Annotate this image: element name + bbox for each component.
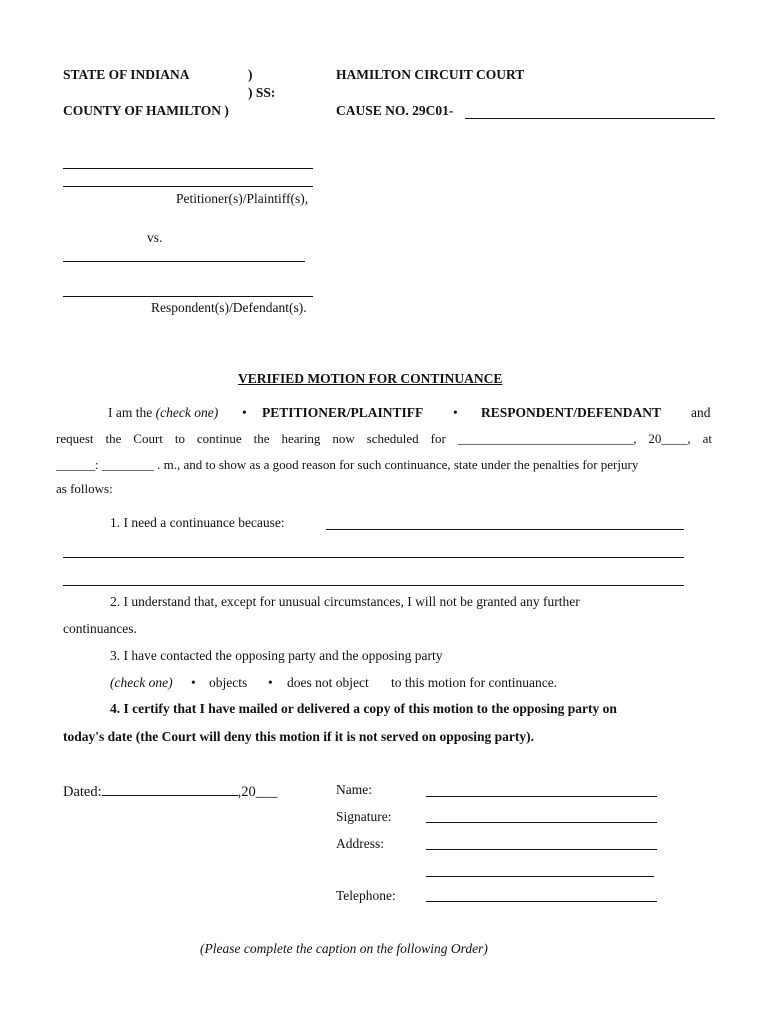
respondent-name-line-1[interactable] [63,261,305,262]
item-4-text: 4. I certify that I have mailed or delivered a copy of this motion to the opposing party on [110,701,617,716]
objects-bullet[interactable]: • [191,675,196,690]
reason-line-1[interactable] [326,529,684,530]
respondent-option-bullet[interactable]: • [453,405,458,420]
respondent-label: Respondent(s)/Defendant(s). [151,300,307,315]
name-field[interactable] [426,796,657,797]
caption-paren: ) [248,67,253,82]
address-label: Address: [336,836,384,851]
and-text: and [691,405,711,420]
intro-line-4: as follows: [56,481,113,496]
item-2-text: 2. I understand that, except for unusual circumstances, I will not be granted any further [110,594,580,609]
item-1-text: 1. I need a continuance because: [110,515,285,530]
telephone-label: Telephone: [336,888,396,903]
cause-number-label: CAUSE NO. 29C01- [336,103,454,118]
county-label: COUNTY OF HAMILTON ) [63,103,229,118]
reason-line-3[interactable] [63,585,684,586]
address-field-2[interactable] [426,876,654,877]
footer-note: (Please complete the caption on the following Order) [200,941,488,956]
petitioner-label: Petitioner(s)/Plaintiff(s), [176,191,309,206]
intro-line-2: request the Court to continue the hearing now scheduled for ___________________________, 20____, at [56,431,712,446]
respondent-name-line-2[interactable] [63,296,313,297]
item-4-continuation: today's date (the Court will deny this motion if it is not served on opposing party). [63,729,535,744]
petitioner-option[interactable]: PETITIONER/PLAINTIFF [262,405,424,420]
signature-label: Signature: [336,809,392,824]
name-label: Name: [336,782,372,797]
court-name: HAMILTON CIRCUIT COURT [336,67,525,82]
petitioner-name-line-2[interactable] [63,186,313,187]
intro-line-1 [108,405,218,421]
date-field[interactable] [102,781,238,796]
i-am-the-text: I am the [108,405,153,420]
item-3-ending: to this motion for continuance. [391,675,558,690]
check-one-text: (check one) [155,405,219,420]
dated-text: Dated: [63,784,102,800]
item-2-continuation: continuances. [63,621,137,636]
versus-label: vs. [147,230,163,245]
address-field-1[interactable] [426,849,657,850]
document-title: VERIFIED MOTION FOR CONTINUANCE [238,371,503,386]
item-3-text: 3. I have contacted the opposing party and the opposing party [110,648,443,663]
petitioner-option-bullet[interactable]: • [242,405,247,420]
respondent-option[interactable]: RESPONDENT/DEFENDANT [481,405,662,420]
intro-line-3: ______: ________ . m., and to show as a good reason for such continuance, state under the penalties for perjury [56,457,639,472]
telephone-field[interactable] [426,901,657,902]
item-3-check-one: (check one) [110,675,173,690]
ss-label: ) SS: [248,85,276,100]
does-not-object-bullet[interactable]: • [268,675,273,690]
state-label: STATE OF INDIANA [63,67,190,82]
cause-number-field[interactable] [465,118,715,119]
objects-option[interactable]: objects [209,675,248,690]
signature-field[interactable] [426,822,657,823]
does-not-object-option[interactable]: does not object [287,675,369,690]
dated-label [63,781,278,801]
petitioner-name-line-1[interactable] [63,168,313,169]
reason-line-2[interactable] [63,557,684,558]
year-text: ,20___ [237,784,278,800]
